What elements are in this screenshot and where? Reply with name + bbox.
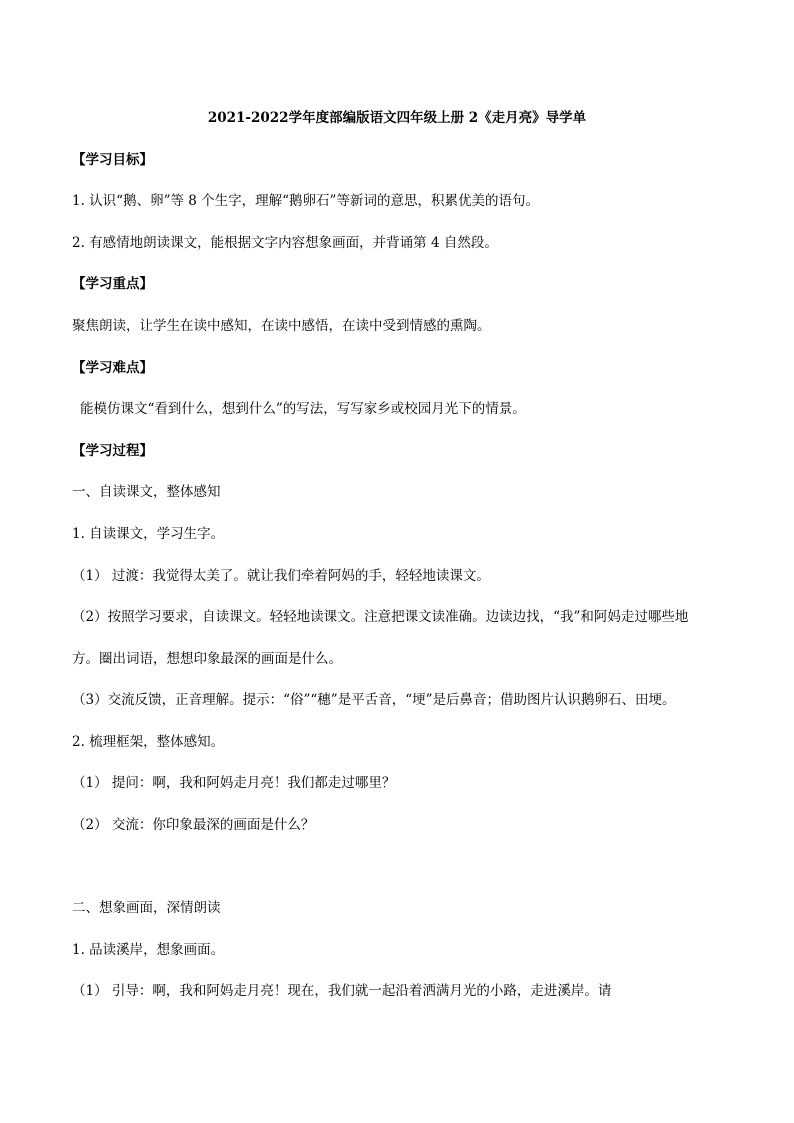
objectives-heading: 【学习目标】 [72,152,153,168]
part1-step2: 2. 梳理框架，整体感知。 [72,734,225,750]
part1-sub2-line1: （2）按照学习要求，自读课文。轻轻地读课文。注意把课文读准确。边读边找，“我”和阿妈走过哪些地 [72,609,689,625]
page-title: 2021-2022学年度部编版语文四年级上册 2《走月亮》导学单 [207,110,587,126]
focus-heading: 【学习重点】 [72,276,153,292]
focus-text: 聚焦朗读，让学生在读中感知，在读中感悟，在读中受到情感的熏陶。 [72,318,491,334]
part2-sub1: （1） 引导：啊，我和阿妈走月亮！现在，我们就一起沿着洒满月光的小路，走进溪岸。请 [72,983,612,999]
part1-sub2-line2: 方。圈出词语，想想印象最深的画面是什么。 [72,651,342,667]
part2-title: 二、想象画面，深情朗读 [72,900,221,916]
objective-item-2: 2. 有感情地朗读课文，能根据文字内容想象画面，并背诵第 4 自然段。 [72,235,498,251]
part1-sub4: （1） 提问：啊，我和阿妈走月亮！我们都走过哪里？ [72,775,396,791]
part1-sub3: （3）交流反馈，正音理解。提示：“俗”“穗”是平舌音，“埂”是后鼻音；借助图片认识鹅卵石、田埂。 [72,692,676,708]
part1-step1: 1. 自读课文，学习生字。 [72,526,225,542]
process-heading: 【学习过程】 [72,443,153,459]
part2-step1: 1. 品读溪岸，想象画面。 [72,942,225,958]
difficulty-text: 能模仿课文“看到什么，想到什么”的写法，写写家乡或校园月光下的情景。 [80,401,526,417]
part1-sub5: （2） 交流：你印象最深的画面是什么？ [72,817,315,833]
difficulty-heading: 【学习难点】 [72,360,153,376]
objective-item-1: 1. 认识“鹅、卵”等 8 个生字，理解“鹅卵石”等新词的意思，积累优美的语句。 [72,193,539,209]
part1-title: 一、自读课文，整体感知 [72,484,221,500]
part1-sub1: （1） 过渡：我觉得太美了。就让我们牵着阿妈的手，轻轻地读课文。 [72,568,490,584]
